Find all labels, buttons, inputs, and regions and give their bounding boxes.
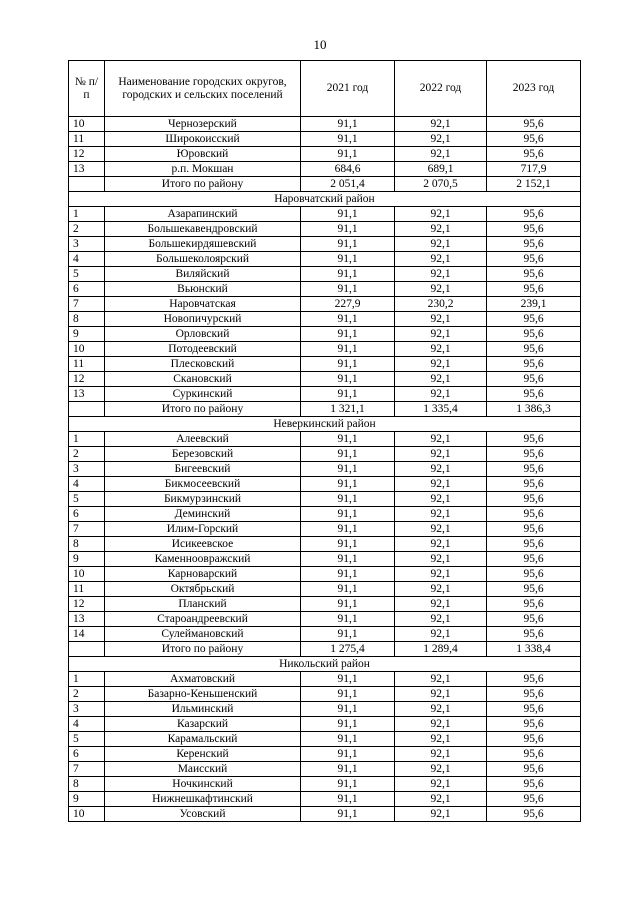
- settlement-name: Плесковский: [105, 357, 301, 372]
- value-2021: 91,1: [301, 672, 395, 687]
- value-2023: 95,6: [487, 372, 581, 387]
- settlement-name: Ильминский: [105, 702, 301, 717]
- row-number: 2: [69, 447, 105, 462]
- settlement-name: Березовский: [105, 447, 301, 462]
- value-2022: 92,1: [395, 267, 487, 282]
- value-2022: 92,1: [395, 372, 487, 387]
- row-number: [69, 402, 105, 417]
- settlement-name: Орловский: [105, 327, 301, 342]
- value-2021: 91,1: [301, 507, 395, 522]
- row-number: 9: [69, 792, 105, 807]
- value-2022: 92,1: [395, 207, 487, 222]
- row-number: 2: [69, 687, 105, 702]
- row-number: 10: [69, 807, 105, 822]
- table-row: [69, 732, 581, 747]
- value-2022: 92,1: [395, 342, 487, 357]
- table-row: [69, 567, 581, 582]
- value-2022: 92,1: [395, 747, 487, 762]
- value-2022: 92,1: [395, 732, 487, 747]
- row-number: 12: [69, 372, 105, 387]
- value-2022: 689,1: [395, 162, 487, 177]
- value-2023: 95,6: [487, 762, 581, 777]
- value-2023: 95,6: [487, 312, 581, 327]
- row-number: 11: [69, 357, 105, 372]
- value-2021: 91,1: [301, 627, 395, 642]
- table-row: [69, 162, 581, 177]
- value-2021: 91,1: [301, 552, 395, 567]
- row-number: 3: [69, 462, 105, 477]
- value-2022: 92,1: [395, 762, 487, 777]
- value-2021: 91,1: [301, 762, 395, 777]
- table-row: [69, 762, 581, 777]
- table-row: [69, 147, 581, 162]
- row-number: 4: [69, 252, 105, 267]
- value-2023: 1 386,3: [487, 402, 581, 417]
- table-row: [69, 672, 581, 687]
- row-number: 2: [69, 222, 105, 237]
- value-2023: 95,6: [487, 357, 581, 372]
- row-number: 8: [69, 777, 105, 792]
- value-2023: 95,6: [487, 702, 581, 717]
- value-2023: 95,6: [487, 732, 581, 747]
- row-number: 9: [69, 327, 105, 342]
- table-row: [69, 627, 581, 642]
- row-number: 10: [69, 117, 105, 132]
- settlement-name: Казарский: [105, 717, 301, 732]
- row-number: 7: [69, 522, 105, 537]
- value-2022: 92,1: [395, 237, 487, 252]
- table-row: [69, 507, 581, 522]
- value-2022: 92,1: [395, 597, 487, 612]
- settlement-name: Наровчатская: [105, 297, 301, 312]
- row-number: 1: [69, 672, 105, 687]
- district-name: Никольский район: [69, 657, 581, 672]
- total-row: [69, 402, 581, 417]
- value-2022: 92,1: [395, 582, 487, 597]
- value-2022: 1 335,4: [395, 402, 487, 417]
- value-2023: 95,6: [487, 237, 581, 252]
- value-2021: 91,1: [301, 492, 395, 507]
- value-2021: 91,1: [301, 357, 395, 372]
- table-row: [69, 297, 581, 312]
- value-2023: 95,6: [487, 462, 581, 477]
- value-2021: 91,1: [301, 462, 395, 477]
- table-row: [69, 222, 581, 237]
- row-number: 5: [69, 492, 105, 507]
- row-number: 12: [69, 147, 105, 162]
- settlement-name: Илим-Горский: [105, 522, 301, 537]
- value-2021: 91,1: [301, 327, 395, 342]
- settlement-name: Итого по району: [105, 177, 301, 192]
- settlement-name: Итого по району: [105, 642, 301, 657]
- table-row: [69, 207, 581, 222]
- settlement-name: Сулеймановский: [105, 627, 301, 642]
- value-2023: 95,6: [487, 327, 581, 342]
- value-2021: 91,1: [301, 717, 395, 732]
- value-2022: 92,1: [395, 507, 487, 522]
- table-row: [69, 357, 581, 372]
- value-2021: 91,1: [301, 777, 395, 792]
- settlement-name: Бикмосеевский: [105, 477, 301, 492]
- value-2021: 91,1: [301, 732, 395, 747]
- value-2021: 91,1: [301, 477, 395, 492]
- table-row: [69, 612, 581, 627]
- row-number: 1: [69, 207, 105, 222]
- value-2023: 95,6: [487, 282, 581, 297]
- value-2022: 92,1: [395, 387, 487, 402]
- row-number: 6: [69, 282, 105, 297]
- allocation-table: [68, 60, 581, 822]
- settlement-name: Итого по району: [105, 402, 301, 417]
- settlement-name: Потодеевский: [105, 342, 301, 357]
- table-row: [69, 237, 581, 252]
- value-2023: 95,6: [487, 267, 581, 282]
- table-row: [69, 447, 581, 462]
- value-2022: 230,2: [395, 297, 487, 312]
- value-2021: 91,1: [301, 522, 395, 537]
- header-name: Наименование городских округов, городских и сельских поселений: [105, 61, 301, 117]
- row-number: 7: [69, 762, 105, 777]
- settlement-name: р.п. Мокшан: [105, 162, 301, 177]
- value-2023: 95,6: [487, 687, 581, 702]
- value-2022: 92,1: [395, 807, 487, 822]
- row-number: [69, 642, 105, 657]
- value-2023: 95,6: [487, 147, 581, 162]
- header-2023: 2023 год: [487, 61, 581, 117]
- value-2022: 92,1: [395, 777, 487, 792]
- value-2021: 684,6: [301, 162, 395, 177]
- value-2023: 95,6: [487, 342, 581, 357]
- value-2022: 92,1: [395, 792, 487, 807]
- settlement-name: Суркинский: [105, 387, 301, 402]
- value-2021: 91,1: [301, 612, 395, 627]
- row-number: 8: [69, 312, 105, 327]
- header-number: № п/п: [69, 61, 105, 117]
- value-2021: 91,1: [301, 117, 395, 132]
- value-2021: 91,1: [301, 387, 395, 402]
- value-2022: 92,1: [395, 252, 487, 267]
- table-row: [69, 492, 581, 507]
- value-2022: 92,1: [395, 552, 487, 567]
- value-2022: 92,1: [395, 627, 487, 642]
- settlement-name: Деминский: [105, 507, 301, 522]
- settlement-name: Исикеевское: [105, 537, 301, 552]
- value-2023: 95,6: [487, 792, 581, 807]
- row-number: 13: [69, 162, 105, 177]
- settlement-name: Карамальский: [105, 732, 301, 747]
- district-row: [69, 192, 581, 207]
- row-number: 8: [69, 537, 105, 552]
- table-row: [69, 807, 581, 822]
- value-2023: 95,6: [487, 477, 581, 492]
- row-number: 3: [69, 237, 105, 252]
- value-2023: 95,6: [487, 612, 581, 627]
- table-row: [69, 717, 581, 732]
- table-row: [69, 747, 581, 762]
- table-row: [69, 372, 581, 387]
- value-2021: 91,1: [301, 132, 395, 147]
- value-2022: 92,1: [395, 312, 487, 327]
- value-2021: 91,1: [301, 207, 395, 222]
- value-2023: 95,6: [487, 777, 581, 792]
- settlement-name: Октябрьский: [105, 582, 301, 597]
- value-2023: 95,6: [487, 582, 581, 597]
- table-row: [69, 267, 581, 282]
- settlement-name: Большекирдяшевский: [105, 237, 301, 252]
- table-row: [69, 687, 581, 702]
- row-number: 6: [69, 507, 105, 522]
- settlement-name: Базарно-Кеньшенский: [105, 687, 301, 702]
- table-row: [69, 477, 581, 492]
- table-row: [69, 702, 581, 717]
- value-2021: 91,1: [301, 597, 395, 612]
- total-row: [69, 642, 581, 657]
- value-2023: 95,6: [487, 132, 581, 147]
- row-number: 4: [69, 477, 105, 492]
- value-2022: 92,1: [395, 537, 487, 552]
- header-2021: 2021 год: [301, 61, 395, 117]
- value-2023: 95,6: [487, 807, 581, 822]
- table-row: [69, 312, 581, 327]
- value-2022: 92,1: [395, 687, 487, 702]
- value-2022: 92,1: [395, 282, 487, 297]
- settlement-name: Алеевский: [105, 432, 301, 447]
- settlement-name: Ахматовский: [105, 672, 301, 687]
- value-2021: 91,1: [301, 342, 395, 357]
- value-2023: 95,6: [487, 717, 581, 732]
- row-number: 6: [69, 747, 105, 762]
- row-number: 11: [69, 132, 105, 147]
- settlement-name: Скановский: [105, 372, 301, 387]
- value-2021: 227,9: [301, 297, 395, 312]
- value-2021: 91,1: [301, 147, 395, 162]
- table-row: [69, 777, 581, 792]
- settlement-name: Маисский: [105, 762, 301, 777]
- settlement-name: Староандреевский: [105, 612, 301, 627]
- value-2023: 95,6: [487, 747, 581, 762]
- value-2022: 92,1: [395, 132, 487, 147]
- value-2023: 2 152,1: [487, 177, 581, 192]
- settlement-name: Нижнешкафтинский: [105, 792, 301, 807]
- row-number: 5: [69, 267, 105, 282]
- row-number: 13: [69, 612, 105, 627]
- value-2021: 1 321,1: [301, 402, 395, 417]
- district-name: Наровчатский район: [69, 192, 581, 207]
- settlement-name: Бигеевский: [105, 462, 301, 477]
- value-2023: 95,6: [487, 447, 581, 462]
- value-2022: 92,1: [395, 492, 487, 507]
- header-2022: 2022 год: [395, 61, 487, 117]
- row-number: 9: [69, 552, 105, 567]
- value-2023: 95,6: [487, 387, 581, 402]
- settlement-name: Новопичурский: [105, 312, 301, 327]
- value-2023: 95,6: [487, 222, 581, 237]
- value-2021: 2 051,4: [301, 177, 395, 192]
- row-number: 11: [69, 582, 105, 597]
- table-row: [69, 432, 581, 447]
- table-row: [69, 582, 581, 597]
- value-2022: 92,1: [395, 432, 487, 447]
- settlement-name: Чернозерский: [105, 117, 301, 132]
- settlement-name: Юровский: [105, 147, 301, 162]
- table-row: [69, 597, 581, 612]
- table-row: [69, 282, 581, 297]
- district-row: [69, 657, 581, 672]
- value-2023: 95,6: [487, 567, 581, 582]
- value-2022: 92,1: [395, 147, 487, 162]
- value-2023: 717,9: [487, 162, 581, 177]
- table-header-row: [69, 61, 581, 117]
- value-2021: 91,1: [301, 222, 395, 237]
- table-row: [69, 462, 581, 477]
- table-row: [69, 387, 581, 402]
- row-number: 1: [69, 432, 105, 447]
- row-number: 12: [69, 597, 105, 612]
- value-2022: 92,1: [395, 702, 487, 717]
- value-2023: 95,6: [487, 492, 581, 507]
- value-2022: 92,1: [395, 447, 487, 462]
- settlement-name: Ночкинский: [105, 777, 301, 792]
- value-2021: 91,1: [301, 447, 395, 462]
- value-2023: 239,1: [487, 297, 581, 312]
- value-2022: 92,1: [395, 477, 487, 492]
- table-row: [69, 117, 581, 132]
- value-2023: 95,6: [487, 252, 581, 267]
- settlement-name: Каменноовражский: [105, 552, 301, 567]
- value-2023: 95,6: [487, 627, 581, 642]
- table-row: [69, 792, 581, 807]
- value-2022: 2 070,5: [395, 177, 487, 192]
- value-2021: 91,1: [301, 282, 395, 297]
- page-number: 10: [313, 37, 327, 52]
- value-2023: 95,6: [487, 672, 581, 687]
- table-row: [69, 342, 581, 357]
- value-2021: 91,1: [301, 312, 395, 327]
- row-number: 10: [69, 567, 105, 582]
- table-row: [69, 252, 581, 267]
- value-2022: 92,1: [395, 717, 487, 732]
- settlement-name: Широкоисский: [105, 132, 301, 147]
- value-2022: 92,1: [395, 462, 487, 477]
- table-row: [69, 552, 581, 567]
- settlement-name: Керенский: [105, 747, 301, 762]
- table-body: [69, 117, 581, 822]
- row-number: 13: [69, 387, 105, 402]
- district-name: Неверкинский район: [69, 417, 581, 432]
- settlement-name: Виляйский: [105, 267, 301, 282]
- row-number: 5: [69, 732, 105, 747]
- value-2022: 92,1: [395, 357, 487, 372]
- settlement-name: Усовский: [105, 807, 301, 822]
- settlement-name: Большекавендровский: [105, 222, 301, 237]
- value-2021: 1 275,4: [301, 642, 395, 657]
- value-2022: 92,1: [395, 672, 487, 687]
- value-2022: 92,1: [395, 522, 487, 537]
- value-2021: 91,1: [301, 252, 395, 267]
- table-row: [69, 132, 581, 147]
- value-2021: 91,1: [301, 702, 395, 717]
- value-2021: 91,1: [301, 432, 395, 447]
- value-2022: 92,1: [395, 612, 487, 627]
- value-2022: 92,1: [395, 117, 487, 132]
- value-2023: 1 338,4: [487, 642, 581, 657]
- value-2021: 91,1: [301, 807, 395, 822]
- value-2021: 91,1: [301, 237, 395, 252]
- settlement-name: Карноварский: [105, 567, 301, 582]
- value-2021: 91,1: [301, 567, 395, 582]
- row-number: 14: [69, 627, 105, 642]
- row-number: 10: [69, 342, 105, 357]
- value-2023: 95,6: [487, 597, 581, 612]
- value-2022: 92,1: [395, 222, 487, 237]
- settlement-name: Азарапинский: [105, 207, 301, 222]
- value-2021: 91,1: [301, 267, 395, 282]
- value-2021: 91,1: [301, 372, 395, 387]
- value-2022: 92,1: [395, 567, 487, 582]
- settlement-name: Большеколоярский: [105, 252, 301, 267]
- value-2023: 95,6: [487, 552, 581, 567]
- value-2021: 91,1: [301, 537, 395, 552]
- district-row: [69, 417, 581, 432]
- value-2023: 95,6: [487, 537, 581, 552]
- settlement-name: Бикмурзинский: [105, 492, 301, 507]
- value-2023: 95,6: [487, 522, 581, 537]
- value-2023: 95,6: [487, 117, 581, 132]
- value-2022: 92,1: [395, 327, 487, 342]
- table-row: [69, 522, 581, 537]
- value-2022: 1 289,4: [395, 642, 487, 657]
- total-row: [69, 177, 581, 192]
- value-2023: 95,6: [487, 207, 581, 222]
- row-number: 4: [69, 717, 105, 732]
- row-number: 3: [69, 702, 105, 717]
- value-2023: 95,6: [487, 507, 581, 522]
- value-2021: 91,1: [301, 687, 395, 702]
- table-row: [69, 327, 581, 342]
- settlement-name: Вьюнский: [105, 282, 301, 297]
- row-number: [69, 177, 105, 192]
- value-2021: 91,1: [301, 582, 395, 597]
- row-number: 7: [69, 297, 105, 312]
- value-2021: 91,1: [301, 747, 395, 762]
- table-row: [69, 537, 581, 552]
- settlement-name: Планский: [105, 597, 301, 612]
- value-2021: 91,1: [301, 792, 395, 807]
- value-2023: 95,6: [487, 432, 581, 447]
